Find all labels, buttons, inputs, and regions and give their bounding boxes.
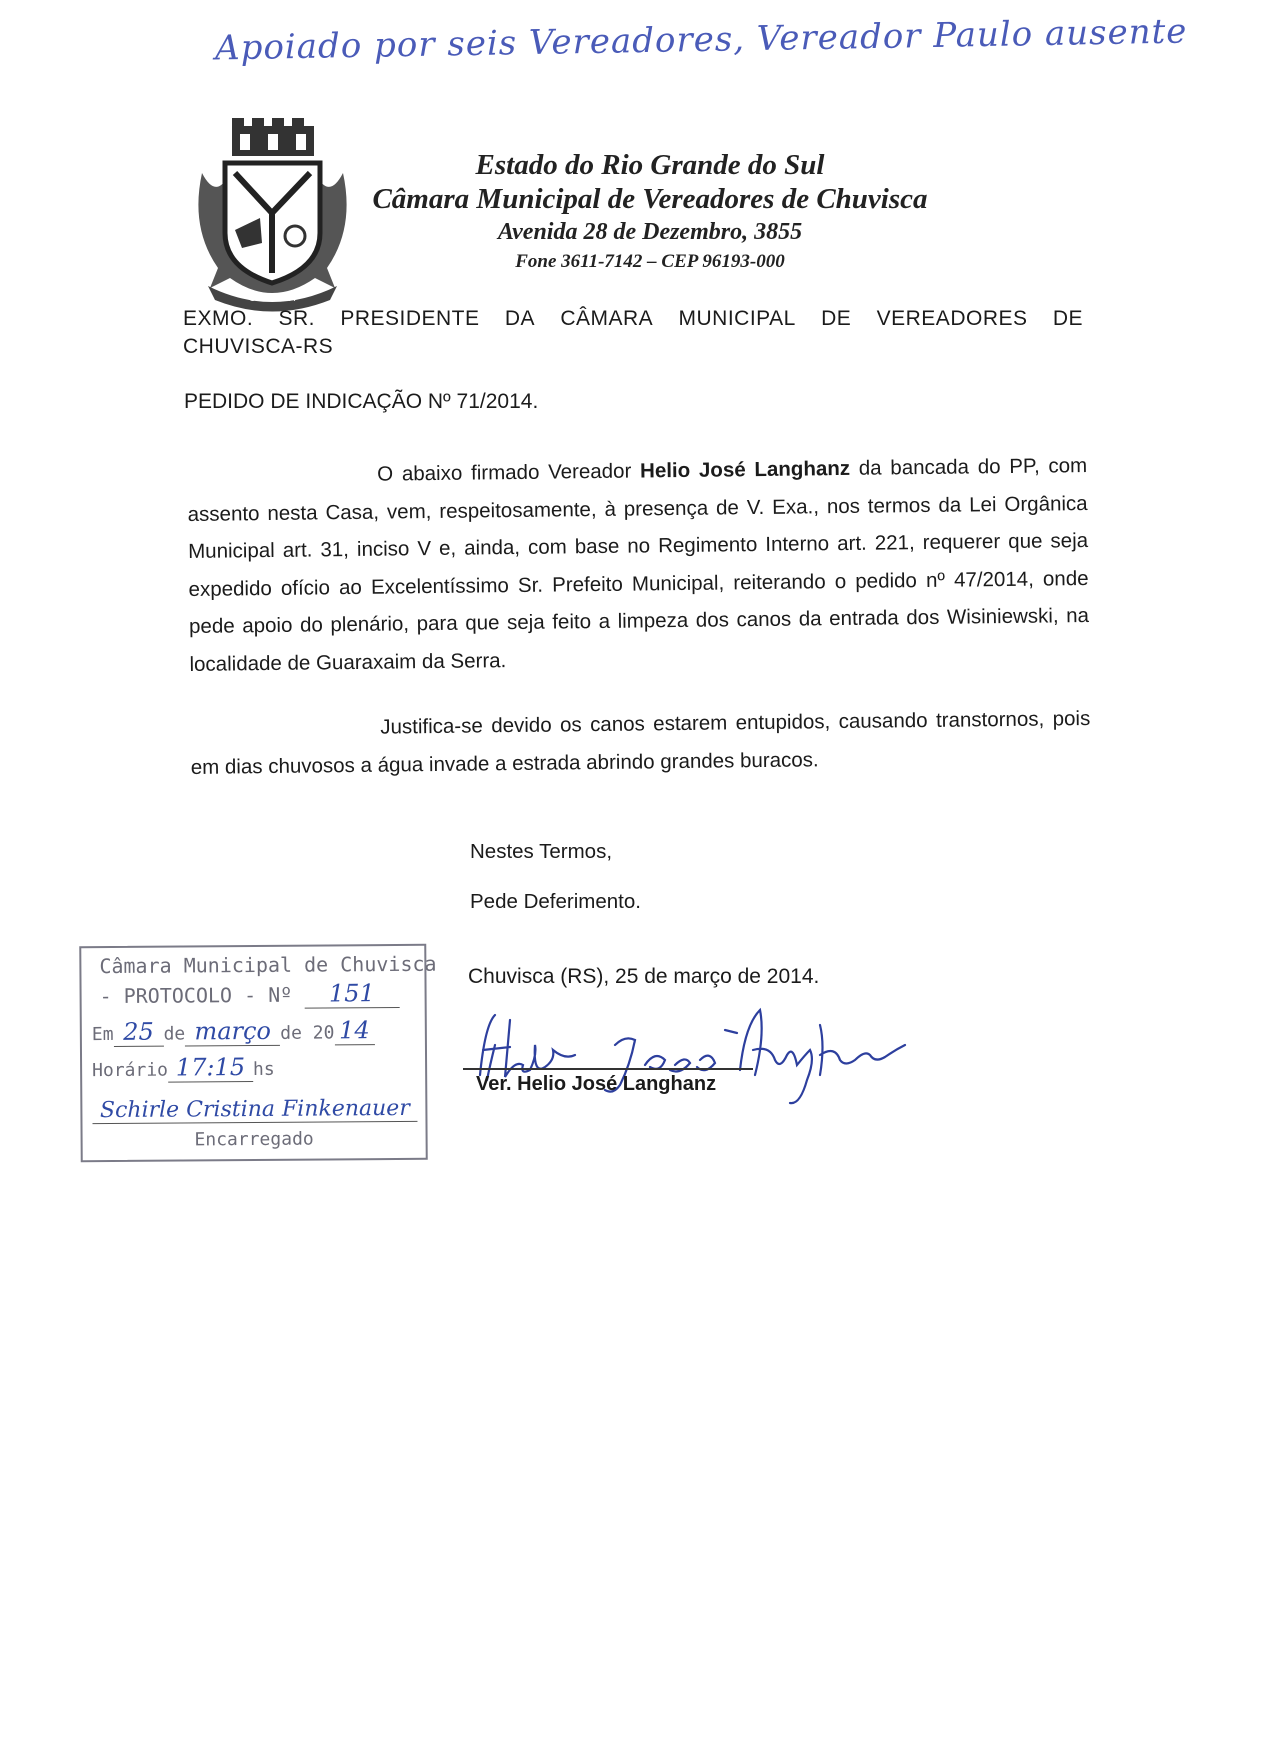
closing-line-1: Nestes Termos, xyxy=(470,840,613,863)
addressee-word: VEREADORES xyxy=(876,307,1028,330)
stamp-year: 14 xyxy=(334,1016,374,1045)
letterhead xyxy=(370,148,930,276)
letterhead-chamber: Câmara Municipal de Vereadores de Chuvisca xyxy=(372,183,928,215)
body-p1-intro: O abaixo firmado Vereador xyxy=(377,459,641,486)
request-body xyxy=(187,447,1091,786)
stamp-protocolo-label: - PROTOCOLO - Nº xyxy=(99,982,293,1009)
stamp-time-row xyxy=(92,1053,275,1083)
signatory-name: Ver. Helio José Langhanz xyxy=(476,1073,717,1095)
addressee-line-1 xyxy=(183,305,1083,333)
addressee-word: SR. xyxy=(278,307,316,330)
addressee-word: DE xyxy=(1052,307,1083,330)
stamp-horario-label: Horário xyxy=(92,1059,169,1082)
crest-banner-text: CHUVISCA xyxy=(248,294,296,304)
letterhead-address: Avenida 28 de Dezembro, 3855 xyxy=(497,219,803,245)
stamp-date-row xyxy=(92,1016,375,1047)
signature-line xyxy=(463,1068,753,1070)
stamp-horario: 17:15 xyxy=(168,1053,253,1083)
addressee-word: CÂMARA xyxy=(560,307,654,330)
stamp-de-label: de xyxy=(163,1023,186,1045)
councilor-signature xyxy=(475,1005,915,1115)
stamp-em-label: Em xyxy=(91,1023,114,1046)
addressee-word: DE xyxy=(821,307,852,330)
stamp-day: 25 xyxy=(113,1018,163,1047)
stamp-year-label: de 20 xyxy=(280,1022,335,1044)
body-paragraph-1 xyxy=(187,447,1090,683)
stamp-encarregado-label: Encarregado xyxy=(194,1128,314,1151)
municipal-crest-logo xyxy=(190,118,355,318)
stamp-clerk-signature: Schirle Cristina Finkenauer xyxy=(92,1096,417,1124)
addressee-word: DA xyxy=(504,307,536,330)
stamp-month: março xyxy=(185,1017,280,1047)
stamp-title: Câmara Municipal de Chuvisca xyxy=(99,951,437,979)
request-title: PEDIDO DE INDICAÇÃO Nº 71/2014. xyxy=(184,390,539,413)
addressee-word: MUNICIPAL xyxy=(678,307,796,330)
protocol-stamp xyxy=(79,944,437,1162)
councilor-name: Helio José Langhanz xyxy=(639,456,851,483)
body-paragraph-2: Justifica-se devido os canos estarem entupidos, causando transtornos, pois em dias chuvosos a água invade a estrada abrindo grandes buracos. xyxy=(190,706,1091,779)
date-place: Chuvisca (RS), 25 de março de 2014. xyxy=(468,965,820,988)
handwritten-approval-note: Apoiado por seis Vereadores, Vereador Paulo ausente xyxy=(214,11,1188,69)
letterhead-state: Estado do Rio Grande do Sul xyxy=(475,149,825,181)
addressee-line-2: CHUVISCA-RS xyxy=(183,335,334,358)
addressee-word: PRESIDENTE xyxy=(340,307,480,330)
closing-line-2: Pede Deferimento. xyxy=(470,890,641,913)
stamp-hs-label: hs xyxy=(252,1058,275,1081)
stamp-protocolo-row xyxy=(99,979,399,1010)
letterhead-phone: Fone 3611-7142 – CEP 96193-000 xyxy=(515,251,785,272)
stamp-protocolo-number: 151 xyxy=(304,979,399,1009)
addressee-word: EXMO. xyxy=(183,307,254,330)
addressee xyxy=(183,305,1083,361)
body-p1-rest: da bancada do PP, com assento nesta Casa, vem, respeitosamente, à presença de V. Exa., nos termos da Lei Orgânica Municipal art. 31, inciso V e, ainda, com base no Regimento Interno art. 221, requerer que seja expedido ofício ao Excelentíssimo Sr. Prefeito Municipal, reiterando o pedido nº 47/2014, onde pede apoio do plenário, para que seja feito a limpeza dos canos da entrada dos Wisiniewski, na localidade de Guaraxaim da Serra. xyxy=(187,454,1090,676)
